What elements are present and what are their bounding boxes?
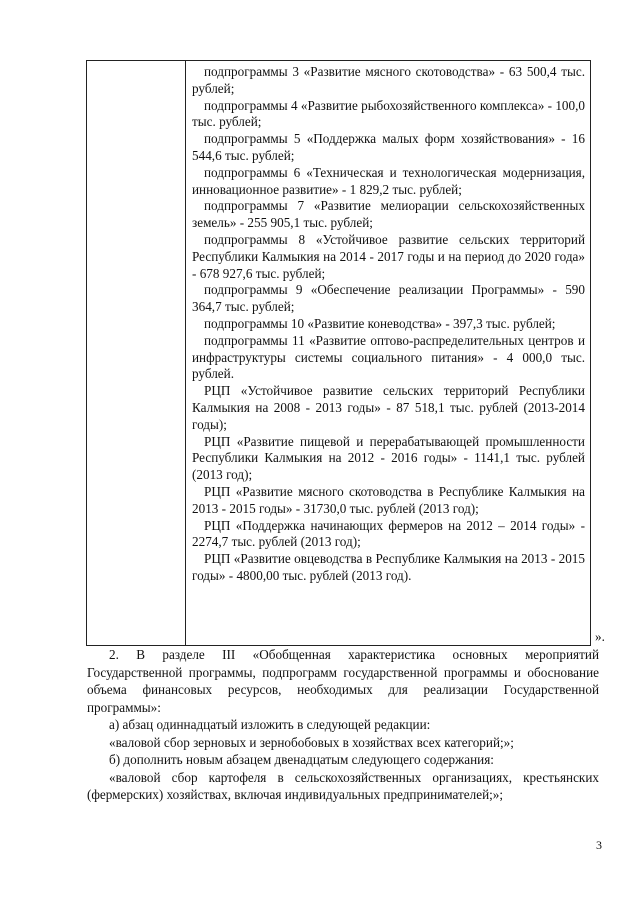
page-number: 3 [596,838,602,852]
body-paragraph: а) абзац одиннадцатый изложить в следующей редакции: [109,717,431,732]
table-entry: подпрограммы 5 «Поддержка малых форм хозяйствования» - 16 544,6 тыс. рублей; [192,131,585,163]
table-entry: подпрограммы 9 «Обеспечение реализации Программы» - 590 364,7 тыс. рублей; [192,282,585,315]
table-right-cell [186,61,591,646]
table-entry: подпрограммы 10 «Развитие коневодства» - 397,3 тыс. рублей; [204,315,556,331]
body-paragraph: б) дополнить новым абзацем двенадцатым следующего содержания: [109,752,494,767]
table-entry: подпрограммы 8 «Устойчивое развитие сельских территорий Республики Калмыкия на 2014 - 2017 годы и на период до 2020 года» - 678 927,6 тыс. рублей; [192,231,585,281]
closing-quote: ». [595,629,605,644]
table-entry: РЦП «Устойчивое развитие сельских территорий Республики Калмыкия на 2008 - 2013 годы» - 87 518,1 тыс. рублей (2013-2014 годы); [192,383,585,432]
table-entry: подпрограммы 3 «Развитие мясного скотоводства» - 63 500,4 тыс. рублей; [192,64,585,96]
funding-table [86,60,591,646]
table-entry: РЦП «Развитие мясного скотоводства в Республике Калмыкия на 2013 - 2015 годы» - 31730,0 тыс. рублей (2013 год); [192,483,585,516]
table-entry: РЦП «Развитие овцеводства в Республике Калмыкия на 2013 - 2015 годы» - 4800,00 тыс. рублей (2013 год). [192,551,585,583]
table-entry: подпрограммы 4 «Развитие рыбохозяйственного комплекса» - 100,0 тыс. рублей; [192,97,585,130]
table-entry: подпрограммы 11 «Развитие оптово-распределительных центров и инфраструктуры системы социального питания» - 4 000,0 тыс. рублей. [192,332,585,382]
table-entry: подпрограммы 7 «Развитие мелиорации сельскохозяйственных земель» - 255 905,1 тыс. рублей; [192,198,585,231]
body-paragraph: «валовой сбор картофеля в сельскохозяйственных организациях, крестьянских (фермерских) хозяйствах, включая индивидуальных предпринимателей;»; [87,769,599,802]
table-left-cell [87,61,186,646]
body-paragraph: «валовой сбор зерновых и зернобобовых в хозяйствах всех категорий;»; [109,734,514,750]
body-paragraph: 2. В разделе III «Обобщенная характеристика основных мероприятий Государственной программы, подпрограмм государственной программы и обоснование объема финансовых ресурсов, необходимых для реализации Государственной программы»: [87,647,599,715]
table-entry: РЦП «Развитие пищевой и перерабатывающей промышленности Республики Калмыкия на 2012 - 2016 годы» - 1141,1 тыс. рублей (2013 год); [192,433,585,483]
table-entry: подпрограммы 6 «Техническая и технологическая модернизация, инновационное развитие» - 1 829,2 тыс. рублей; [192,164,585,197]
amendment-text [87,646,599,804]
table-entry: РЦП «Поддержка начинающих фермеров на 2012 – 2014 годы» - 2274,7 тыс. рублей (2013 год); [192,517,585,550]
